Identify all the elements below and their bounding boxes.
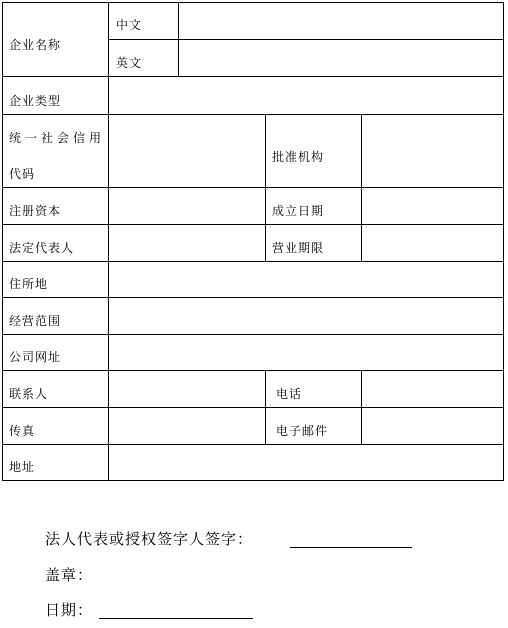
- company-name-label: 企业名称: [9, 38, 62, 52]
- address-label: 地址: [9, 460, 36, 474]
- mid-column-divider: [265, 224, 266, 261]
- domicile-label: 住所地: [9, 277, 49, 291]
- mid-column-divider: [265, 370, 266, 444]
- date-label: 日期：: [45, 601, 94, 619]
- row-divider: [2, 297, 504, 298]
- date-signature-line[interactable]: [99, 618, 253, 619]
- row-divider: [2, 114, 504, 115]
- row-divider: [2, 187, 504, 188]
- phone-label: 电话: [276, 387, 303, 401]
- credit-code-label-line1: 统一社会信用: [9, 131, 106, 145]
- email-label: 电子邮件: [276, 424, 329, 438]
- mid-column-divider: [265, 114, 266, 224]
- table-border-right: [503, 2, 504, 481]
- row-divider: [108, 39, 504, 40]
- business-scope-label: 经营范围: [9, 314, 62, 328]
- row-divider: [2, 444, 504, 445]
- table-border-top: [2, 2, 504, 3]
- establish-date-label: 成立日期: [272, 204, 325, 218]
- row-divider: [2, 407, 504, 408]
- business-term-label: 营业期限: [272, 241, 325, 255]
- row-divider: [2, 224, 504, 225]
- seal-label: 盖章：: [45, 566, 94, 584]
- row-divider: [2, 370, 504, 371]
- table-border-bottom: [2, 480, 504, 481]
- signer-label: 法人代表或授权签字人签字：: [45, 530, 254, 548]
- legal-representative-label: 法定代表人: [9, 241, 75, 255]
- right-column-divider: [361, 114, 362, 261]
- table-border-left: [2, 2, 3, 481]
- approval-authority-label: 批准机构: [272, 150, 325, 164]
- chinese-label: 中文: [116, 18, 143, 32]
- credit-code-label-line2: 代码: [9, 167, 36, 181]
- label-column-divider: [108, 2, 109, 481]
- right-column-divider: [361, 370, 362, 444]
- signer-signature-line[interactable]: [290, 547, 412, 548]
- row-divider: [2, 76, 504, 77]
- contact-label: 联系人: [9, 387, 49, 401]
- english-label: 英文: [116, 56, 143, 70]
- lang-column-divider: [178, 2, 179, 77]
- company-type-label: 企业类型: [9, 94, 62, 108]
- row-divider: [2, 334, 504, 335]
- registered-capital-label: 注册资本: [9, 204, 62, 218]
- website-label: 公司网址: [9, 350, 62, 364]
- row-divider: [2, 261, 504, 262]
- fax-label: 传真: [9, 424, 36, 438]
